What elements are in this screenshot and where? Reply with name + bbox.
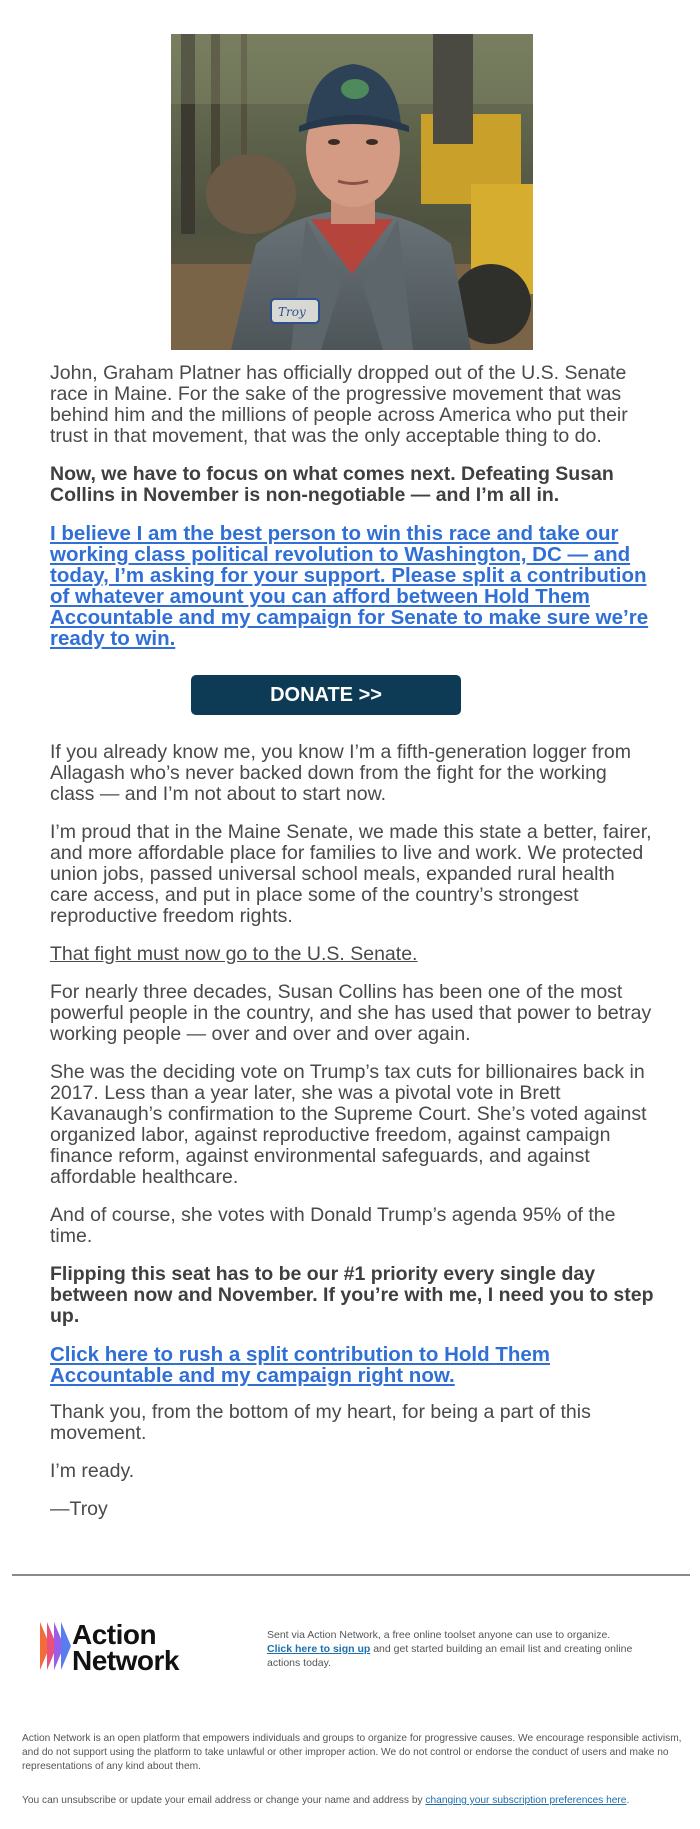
paragraph-logger: If you already know me, you know I’m a fifth-generation logger from Allagash who’s never backed down from the fight for the working class — and I’m not about to start now. (50, 741, 631, 805)
paragraph-agenda: And of course, she votes with Donald Trump’s agenda 95% of the time. (50, 1204, 616, 1247)
paragraph-collins: For nearly three decades, Susan Collins has been one of the most powerful people in the country, and she has used that power to betray working people — over and over and over again. (50, 981, 652, 1045)
action-network-logo-icon (40, 1622, 74, 1675)
unsubscribe-text: You can unsubscribe or update your email address or change your name and address by changing your subscription preferences here. (22, 1795, 630, 1806)
contribution-link[interactable]: Click here to rush a split contribution to Hold Them Accountable and my campaign right now. (50, 1343, 550, 1387)
paragraph-intro: John, Graham Platner has officially dropped out of the U.S. Senate race in Maine. For the sake of the progressive movement that was behind him and the millions of people across America who put their trust in that movement, that was the only acceptable thing to do. (50, 362, 628, 447)
donate-button[interactable]: DONATE >> (191, 675, 461, 715)
name-patch: Troy (278, 305, 306, 319)
support-link[interactable]: I believe I am the best person to win this race and take our working class political revolution to Washington, DC — and today, I’m asking for your support. Please split a contribution of whatever amount you can afford between Hold Them Accountable and my campaign for Senate to make sure we’re ready to win. (50, 522, 649, 650)
footer-divider (12, 1574, 690, 1576)
paragraph-fight: That fight must now go to the U.S. Senate. (50, 943, 418, 965)
signature: —Troy (50, 1498, 108, 1520)
sent-via-text: Sent via Action Network, a free online toolset anyone can use to organize. Click here to sign up and get started building an email list and creating online actions today. (267, 1629, 633, 1669)
subscription-preferences-link[interactable]: changing your subscription preferences here (425, 1795, 627, 1806)
paragraph-priority: Flipping this seat has to be our #1 priority every single day between now and November. If you’re with me, I need you to step up. (50, 1263, 654, 1327)
paragraph-maine-senate: I’m proud that in the Maine Senate, we made this state a better, fairer, and more affordable place for families to live and work. We protected union jobs, passed universal school meals, expanded rural health care access, and put in place some of the country’s strongest reproductive freedom rights. (50, 821, 652, 927)
legal-disclaimer: Action Network is an open platform that empowers individuals and groups to organize for progressive causes. We encourage responsible activism, and do not support using the platform to take unlawful or other improper action. We do not control or endorse the conduct of users and make no representations of any kind about them. (22, 1733, 682, 1772)
donate-row (50, 675, 655, 715)
paragraph-focus: Now, we have to focus on what comes next. Defeating Susan Collins in November is non-negotiable — and I’m all in. (50, 463, 614, 506)
signup-link[interactable]: Click here to sign up (267, 1643, 371, 1655)
portrait-photo (171, 34, 533, 350)
action-network-wordmark: Action Network (72, 1619, 179, 1676)
paragraph-thanks: Thank you, from the bottom of my heart, for being a part of this movement. (50, 1401, 591, 1444)
paragraph-votes: She was the deciding vote on Trump’s tax cuts for billionaires back in 2017. Less than a year later, she was a pivotal vote in Brett Kavanaugh’s confirmation to the Supreme Court. She’s voted against organized labor, against reproductive freedom, against campaign finance reform, against environmental safeguards, and against affordable healthcare. (50, 1061, 647, 1188)
email-body (50, 363, 655, 1537)
paragraph-ready: I’m ready. (50, 1460, 135, 1482)
